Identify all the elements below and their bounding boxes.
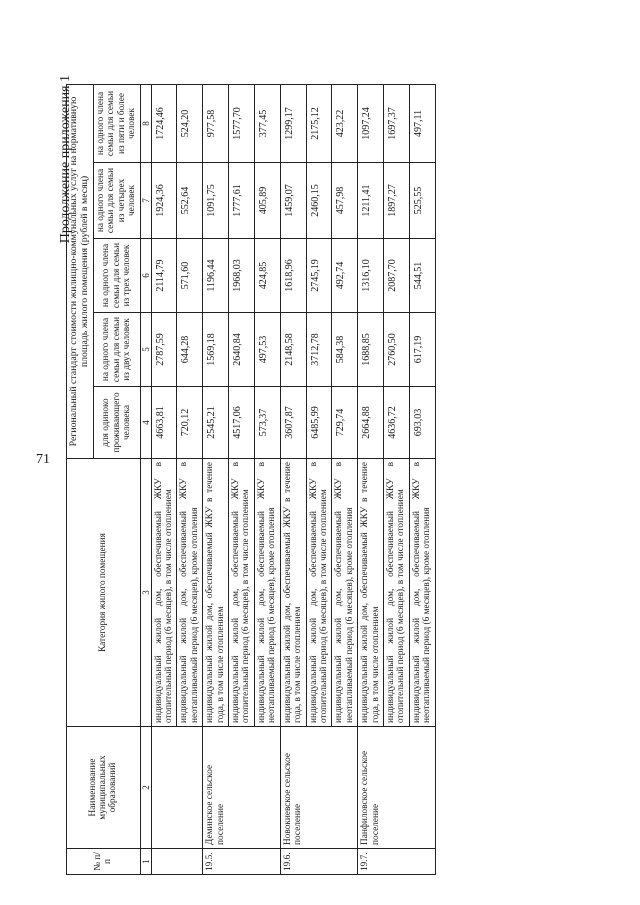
row-value-5: 1724,46 [151,84,177,162]
row-num: 19.5. [203,849,280,875]
row-value-2: 2760,50 [383,313,409,387]
table-row [151,84,177,874]
appendix-label: Продолжение приложения 1 [58,75,73,244]
row-value-2: 1688,85 [358,313,384,387]
row-value-1: 720,12 [177,387,203,459]
row-value-4: 1924,36 [151,163,177,239]
row-value-5: 977,58 [203,84,229,162]
row-municipality [151,727,203,849]
index-cell: 7 [140,163,151,239]
row-value-1: 3607,87 [280,387,306,459]
standards-table [66,84,436,875]
row-value-3: 1618,96 [280,239,306,313]
row-value-4: 457,98 [332,163,358,239]
row-num: 19.7. [358,849,435,875]
row-value-5: 423,22 [332,84,358,162]
table-row [280,84,306,874]
row-value-5: 1697,37 [383,84,409,162]
header-sub-3: на одного члена семьи для семьи из трех человек [93,239,140,313]
row-value-4: 1091,75 [203,163,229,239]
row-category: индивидуальный жилой дом, обеспечиваемый ЖКУ в неотапливаемый период (6 месяцев), кроме отопления [254,459,280,727]
row-value-1: 2664,88 [358,387,384,459]
header-standard-title: Региональный стандарт стоимости жилищно-коммунальных услуг на нормативную площадь жилого помещения (рублей в месяц) [67,84,94,458]
row-num [151,849,203,875]
row-value-4: 525,55 [409,163,435,239]
row-municipality: Деминское сельское поселение [203,727,280,849]
row-value-5: 497,11 [409,84,435,162]
row-value-2: 1569,18 [203,313,229,387]
index-cell: 8 [140,84,151,162]
index-cell: 6 [140,239,151,313]
header-num: № п/п [67,849,141,875]
row-value-3: 2114,79 [151,239,177,313]
index-cell: 1 [140,849,151,875]
row-value-2: 3712,78 [306,313,332,387]
header-sub-5: на одного члена семьи для семьи из пяти и более человек [93,84,140,162]
row-category: индивидуальный жилой дом, обеспечиваемый ЖКУ в неотапливаемый период (6 месяцев), кроме отопления [177,459,203,727]
row-value-4: 405,89 [254,163,280,239]
row-category: индивидуальный жилой дом, обеспечиваемый ЖКУ в течение года, в том числе отоплением [280,459,306,727]
row-value-1: 2545,21 [203,387,229,459]
row-value-1: 6485,99 [306,387,332,459]
row-category: индивидуальный жилой дом, обеспечиваемый ЖКУ в течение года, в том числе отоплением [203,459,229,727]
row-value-5: 2175,12 [306,84,332,162]
header-category: Категория жилого помещения [67,459,141,727]
header-sub-4: на одного члена семьи для семьи из четырех человек [93,163,140,239]
row-value-3: 1316,10 [358,239,384,313]
index-cell: 3 [140,459,151,727]
row-value-4: 1897,27 [383,163,409,239]
row-value-3: 1968,03 [229,239,255,313]
row-value-3: 544,51 [409,239,435,313]
row-value-2: 617,19 [409,313,435,387]
row-value-1: 4517,06 [229,387,255,459]
row-value-5: 1097,24 [358,84,384,162]
row-value-2: 584,38 [332,313,358,387]
row-category: индивидуальный жилой дом, обеспечиваемый ЖКУ в отопительный период (6 месяцев), в том числе отоплением [306,459,332,727]
row-value-5: 377,45 [254,84,280,162]
row-value-3: 2087,70 [383,239,409,313]
row-value-3: 424,85 [254,239,280,313]
row-value-2: 2787,59 [151,313,177,387]
row-value-4: 552,64 [177,163,203,239]
row-value-1: 693,03 [409,387,435,459]
row-value-3: 2745,19 [306,239,332,313]
page-number: 71 [36,452,50,467]
row-value-4: 1777,61 [229,163,255,239]
row-value-5: 1299,17 [280,84,306,162]
row-value-1: 729,74 [332,387,358,459]
row-value-3: 492,74 [332,239,358,313]
row-value-5: 1577,70 [229,84,255,162]
index-cell: 4 [140,387,151,459]
index-cell: 5 [140,313,151,387]
header-municipality: Наименование муниципальных образований [67,727,141,849]
row-municipality: Панфиловское сельское поселение [358,727,435,849]
row-value-5: 524,20 [177,84,203,162]
row-value-2: 497,53 [254,313,280,387]
row-value-1: 4663,81 [151,387,177,459]
row-value-4: 1459,07 [280,163,306,239]
index-cell: 2 [140,727,151,849]
row-municipality: Новокиевское сельское поселение [280,727,357,849]
row-num: 19.6. [280,849,357,875]
row-category: индивидуальный жилой дом, обеспечиваемый ЖКУ в неотапливаемый период (6 месяцев), кроме отопления [332,459,358,727]
row-value-2: 644,28 [177,313,203,387]
row-value-2: 2148,58 [280,313,306,387]
row-value-1: 4636,72 [383,387,409,459]
row-value-4: 1211,41 [358,163,384,239]
row-value-3: 1196,44 [203,239,229,313]
row-value-3: 571,60 [177,239,203,313]
header-sub-1: для одиноко проживающего человека [93,387,140,459]
header-index-row [140,84,151,874]
table-row [358,84,384,874]
table-row [203,84,229,874]
row-category: индивидуальный жилой дом, обеспечиваемый ЖКУ в отопительный период (6 месяцев), в том числе отоплением [151,459,177,727]
row-category: индивидуальный жилой дом, обеспечиваемый ЖКУ в отопительный период (6 месяцев), в том числе отоплением [383,459,409,727]
row-category: индивидуальный жилой дом, обеспечиваемый ЖКУ в отопительный период (6 месяцев), в том числе отоплением [229,459,255,727]
header-sub-2: на одного члена семьи для семьи из двух человек [93,313,140,387]
row-category: индивидуальный жилой дом, обеспечиваемый ЖКУ в течение года, в том числе отоплением [358,459,384,727]
row-value-4: 2460,15 [306,163,332,239]
row-value-1: 573,37 [254,387,280,459]
row-value-2: 2640,84 [229,313,255,387]
row-category: индивидуальный жилой дом, обеспечиваемый ЖКУ в неотапливаемый период (6 месяцев), кроме отопления [409,459,435,727]
header-row-1 [67,84,94,874]
